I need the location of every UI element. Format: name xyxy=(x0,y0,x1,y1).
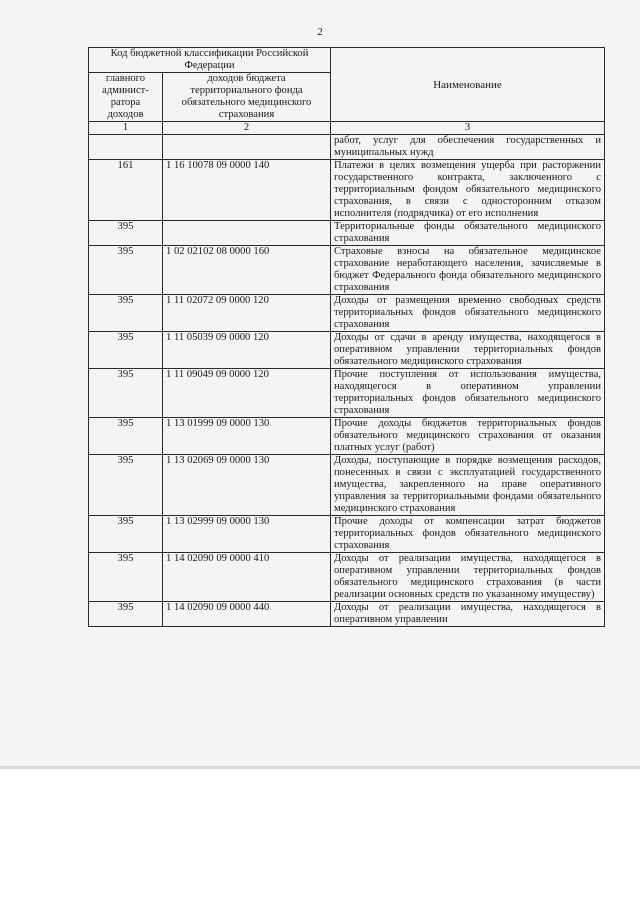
table-row xyxy=(89,246,605,295)
table-row xyxy=(89,455,605,516)
admin-code: 395 xyxy=(89,332,163,369)
column-number-3: 3 xyxy=(331,122,605,135)
admin-code: 395 xyxy=(89,553,163,602)
income-code: 1 02 02102 08 0000 160 xyxy=(163,246,331,295)
admin-code: 395 xyxy=(89,516,163,553)
admin-code: 395 xyxy=(89,418,163,455)
column-number-2: 2 xyxy=(163,122,331,135)
admin-code: 395 xyxy=(89,602,163,627)
income-code: 1 11 05039 09 0000 120 xyxy=(163,332,331,369)
income-name: работ, услуг для обеспечения государственных и муниципальных нужд xyxy=(331,135,605,160)
admin-code: 161 xyxy=(89,160,163,221)
admin-code: 395 xyxy=(89,455,163,516)
income-name: Доходы от размещения временно свободных средств территориальных фондов обязательного медицинского страхования xyxy=(331,295,605,332)
table-row xyxy=(89,553,605,602)
income-name: Доходы от реализации имущества, находящегося в оперативном управлении xyxy=(331,602,605,627)
budget-classification-table xyxy=(88,47,605,627)
income-code xyxy=(163,221,331,246)
income-code: 1 13 01999 09 0000 130 xyxy=(163,418,331,455)
table-row xyxy=(89,332,605,369)
income-name: Доходы от реализации имущества, находящегося в оперативном управлении территориальных фондов обязательного медицинского страхования (в части реализации основных средств по указанному имуществу) xyxy=(331,553,605,602)
admin-code: 395 xyxy=(89,246,163,295)
table-row xyxy=(89,369,605,418)
income-code: 1 14 02090 09 0000 440 xyxy=(163,602,331,627)
income-name: Доходы от сдачи в аренду имущества, находящегося в оперативном управлении территориальных фондов обязательного медицинского страхования xyxy=(331,332,605,369)
income-name: Прочие доходы бюджетов территориальных фондов обязательного медицинского страхования от оказания платных услуг (работ) xyxy=(331,418,605,455)
column-number-1: 1 xyxy=(89,122,163,135)
header-income: доходов бюджета территориального фонда обязательного медицинского страхования xyxy=(163,73,331,122)
income-code: 1 11 09049 09 0000 120 xyxy=(163,369,331,418)
table-row xyxy=(89,418,605,455)
income-name: Страховые взносы на обязательное медицинское страхование неработающего населения, зачисляемые в бюджет Федерального фонда обязательного медицинского страхования xyxy=(331,246,605,295)
table-row xyxy=(89,516,605,553)
income-name: Доходы, поступающие в порядке возмещения расходов, понесенных в связи с эксплуатацией государственного имущества, закрепленного на праве оперативного управления за территориальными фондами обязательного медицинского страхования xyxy=(331,455,605,516)
header-name: Наименование xyxy=(331,48,605,122)
income-name: Прочие доходы от компенсации затрат бюджетов территориальных фондов обязательного медицинского страхования xyxy=(331,516,605,553)
table-row xyxy=(89,160,605,221)
header-group-title: Код бюджетной классификации Российской Федерации xyxy=(89,48,331,73)
table-row xyxy=(89,135,605,160)
table-row xyxy=(89,602,605,627)
income-name: Прочие поступления от использования имущества, находящегося в оперативном управлении территориальных фондов обязательного медицинского страхования xyxy=(331,369,605,418)
income-code: 1 13 02069 09 0000 130 xyxy=(163,455,331,516)
income-name: Территориальные фонды обязательного медицинского страхования xyxy=(331,221,605,246)
income-code: 1 14 02090 09 0000 410 xyxy=(163,553,331,602)
page-bottom-edge xyxy=(0,766,640,769)
income-code: 1 11 02072 09 0000 120 xyxy=(163,295,331,332)
page-number: 2 xyxy=(317,26,323,38)
income-name: Платежи в целях возмещения ущерба при расторжении государственного контракта, заключенного с территориальным фондом обязательного медицинского страхования, в связи с односторонним отказом исполнителя (подрядчика) от его исполнения xyxy=(331,160,605,221)
header-admin: главного админист-ратора доходов xyxy=(89,73,163,122)
admin-code: 395 xyxy=(89,295,163,332)
admin-code xyxy=(89,135,163,160)
admin-code: 395 xyxy=(89,369,163,418)
table-row xyxy=(89,295,605,332)
income-code: 1 16 10078 09 0000 140 xyxy=(163,160,331,221)
income-code xyxy=(163,135,331,160)
admin-code: 395 xyxy=(89,221,163,246)
income-code: 1 13 02999 09 0000 130 xyxy=(163,516,331,553)
table-row xyxy=(89,221,605,246)
